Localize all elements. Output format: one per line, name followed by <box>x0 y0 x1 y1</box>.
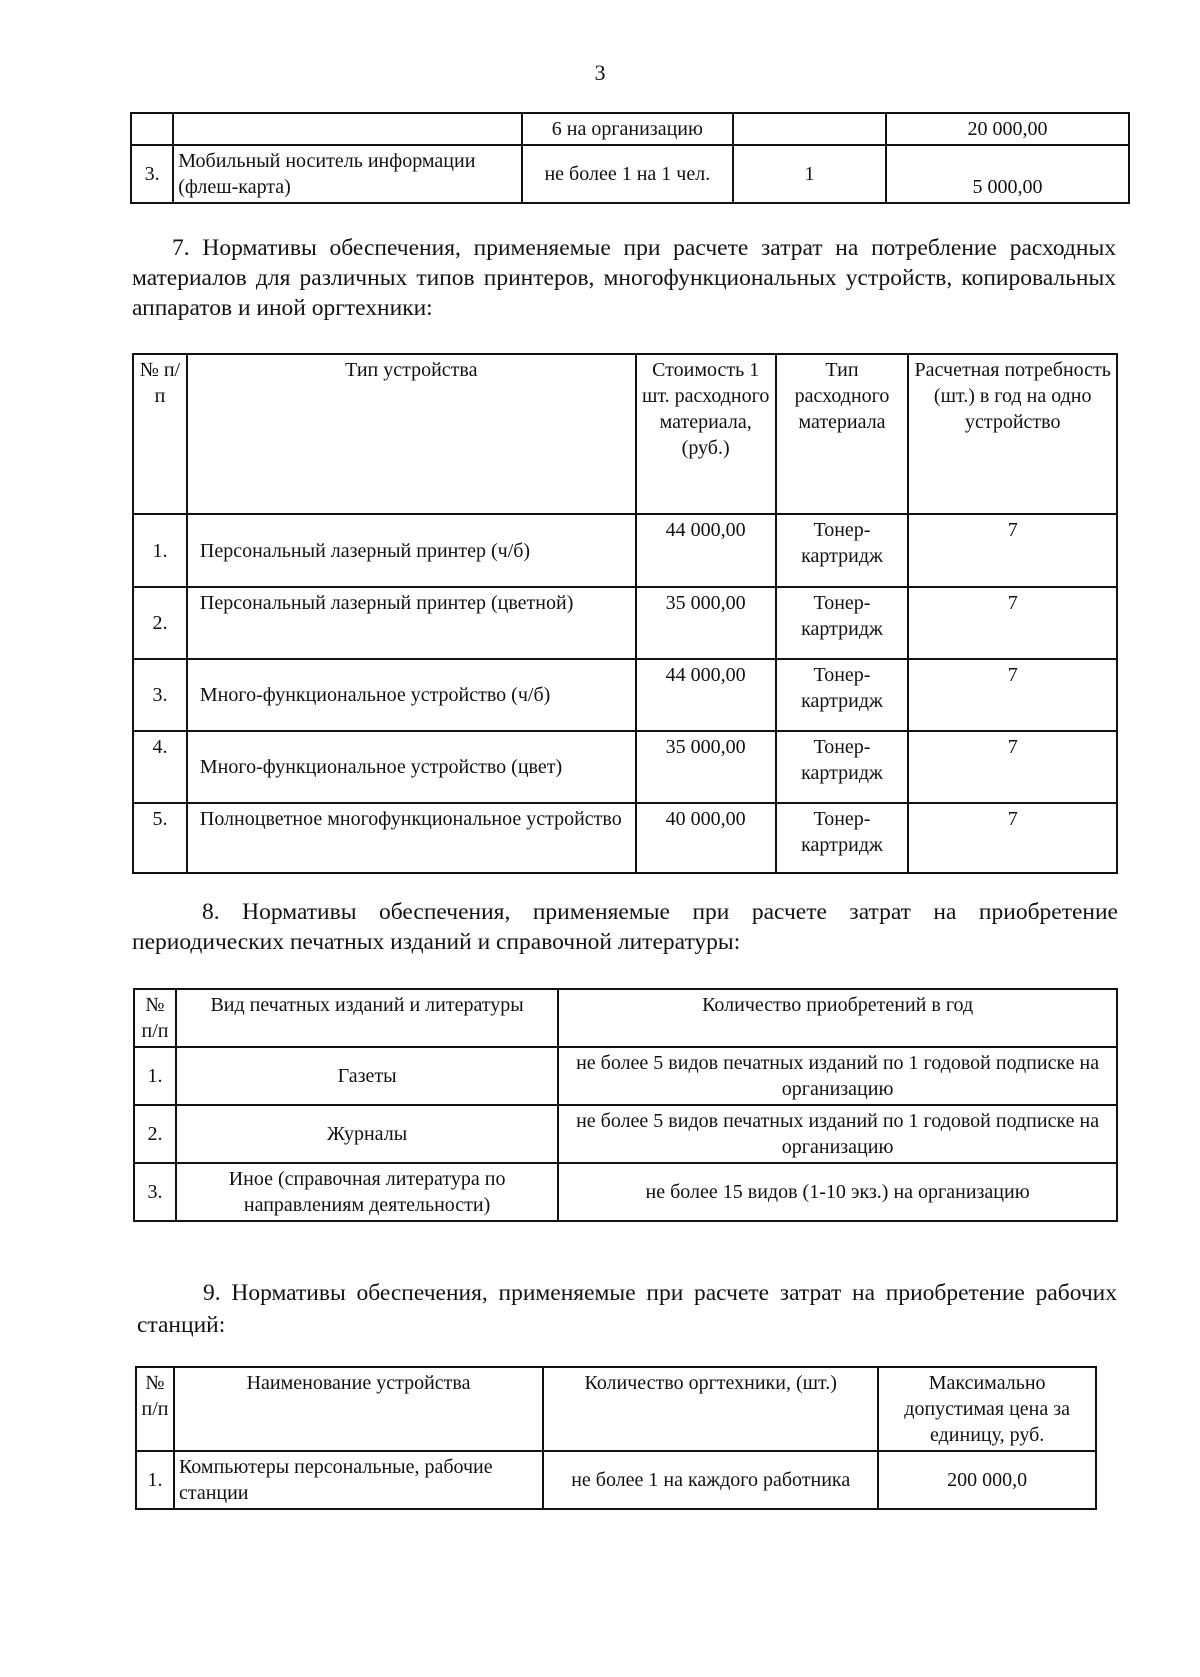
row-num: 5. <box>133 803 187 873</box>
table-row <box>133 803 1117 873</box>
section-7-paragraph: 7. Нормативы обеспечения, применяемые при расчете затрат на потребление расходных материалов для различных типов принтеров, многофункциональных устройств, копировальных аппаратов и иной оргтехники: <box>132 235 1116 321</box>
row-device: Полноцветное многофункциональное устройство <box>187 803 636 873</box>
table-header-row <box>136 1367 1096 1451</box>
row-need: 7 <box>908 514 1117 587</box>
row-type: Тонер-картридж <box>776 587 909 659</box>
row-type: Тонер-картридж <box>776 803 909 873</box>
header-device: Тип устройства <box>187 354 636 514</box>
table-row <box>134 1105 1117 1163</box>
table-cell: Мобильный носитель информации (флеш-карта) <box>173 145 522 203</box>
header-need: Расчетная потребность (шт.) в год на одно устройство <box>908 354 1117 514</box>
table-cell: 6 на организацию <box>522 113 733 145</box>
row-name: Компьютеры персональные, рабочие станции <box>174 1451 543 1509</box>
section-8-paragraph: 8. Нормативы обеспечения, применяемые при расчете затрат на приобретение периодических печатных изданий и справочной литературы: <box>132 899 1118 955</box>
header-price: Максимально допустимая цена за единицу, руб. <box>878 1367 1096 1451</box>
row-cost: 35 000,00 <box>636 587 776 659</box>
header-num: № п/п <box>133 354 187 514</box>
row-kind: Иное (справочная литература по направлениям деятельности) <box>176 1163 558 1221</box>
table-row <box>134 1163 1117 1221</box>
table-storage-media <box>130 112 1130 204</box>
row-need: 7 <box>908 659 1117 731</box>
table-row <box>133 731 1117 803</box>
table-cell: 3. <box>131 145 173 203</box>
row-type: Тонер-картридж <box>776 731 909 803</box>
row-type: Тонер-картридж <box>776 659 909 731</box>
header-qty: Количество приобретений в год <box>558 989 1117 1047</box>
page-number: 3 <box>594 60 606 85</box>
row-qty: не более 15 видов (1-10 экз.) на организацию <box>558 1163 1117 1221</box>
table-row <box>134 1047 1117 1105</box>
table-row <box>133 587 1117 659</box>
table-periodicals <box>133 988 1118 1222</box>
row-need: 7 <box>908 803 1117 873</box>
row-cost: 44 000,00 <box>636 659 776 731</box>
row-need: 7 <box>908 731 1117 803</box>
row-num: 2. <box>134 1105 176 1163</box>
row-num: 1. <box>136 1451 174 1509</box>
table-row <box>131 145 1129 203</box>
row-cost: 35 000,00 <box>636 731 776 803</box>
row-num: 4. <box>133 731 187 803</box>
table-header-row <box>133 354 1117 514</box>
table-cell <box>173 113 522 145</box>
table-row <box>136 1451 1096 1509</box>
row-num: 1. <box>134 1047 176 1105</box>
table-row <box>133 514 1117 587</box>
row-num: 3. <box>134 1163 176 1221</box>
section-9-paragraph: 9. Нормативы обеспечения, применяемые при расчете затрат на приобретение рабочих станций: <box>137 1280 1117 1338</box>
row-qty: не более 5 видов печатных изданий по 1 годовой подписке на организацию <box>558 1105 1117 1163</box>
row-need: 7 <box>908 587 1117 659</box>
row-price: 200 000,0 <box>878 1451 1096 1509</box>
header-name: Наименование устройства <box>174 1367 543 1451</box>
row-cost: 44 000,00 <box>636 514 776 587</box>
row-device: Много-функциональное устройство (цвет) <box>187 731 636 803</box>
table-cell <box>131 113 173 145</box>
row-device: Персональный лазерный принтер (цветной) <box>187 587 636 659</box>
table-consumables <box>132 353 1118 874</box>
row-num: 2. <box>133 587 187 659</box>
header-num: № п/п <box>134 989 176 1047</box>
table-workstations <box>135 1366 1097 1510</box>
row-num: 1. <box>133 514 187 587</box>
row-num: 3. <box>133 659 187 731</box>
table-cell: 1 <box>733 145 886 203</box>
header-kind: Вид печатных изданий и литературы <box>176 989 558 1047</box>
table-cell: 20 000,00 <box>886 113 1129 145</box>
header-num: № п/п <box>136 1367 174 1451</box>
table-cell: 5 000,00 <box>886 145 1129 203</box>
header-qty: Количество оргтехники, (шт.) <box>543 1367 878 1451</box>
row-cost: 40 000,00 <box>636 803 776 873</box>
table-row <box>133 659 1117 731</box>
row-qty: не более 1 на каждого работника <box>543 1451 878 1509</box>
row-kind: Газеты <box>176 1047 558 1105</box>
row-device: Персональный лазерный принтер (ч/б) <box>187 514 636 587</box>
row-qty: не более 5 видов печатных изданий по 1 годовой подписке на организацию <box>558 1047 1117 1105</box>
row-device: Много-функциональное устройство (ч/б) <box>187 659 636 731</box>
table-header-row <box>134 989 1117 1047</box>
row-type: Тонер-картридж <box>776 514 909 587</box>
table-cell <box>733 113 886 145</box>
header-cost: Стоимость 1 шт. расходного материала, (руб.) <box>636 354 776 514</box>
row-kind: Журналы <box>176 1105 558 1163</box>
table-row <box>131 113 1129 145</box>
table-cell: не более 1 на 1 чел. <box>522 145 733 203</box>
header-type: Тип расходного материала <box>776 354 909 514</box>
